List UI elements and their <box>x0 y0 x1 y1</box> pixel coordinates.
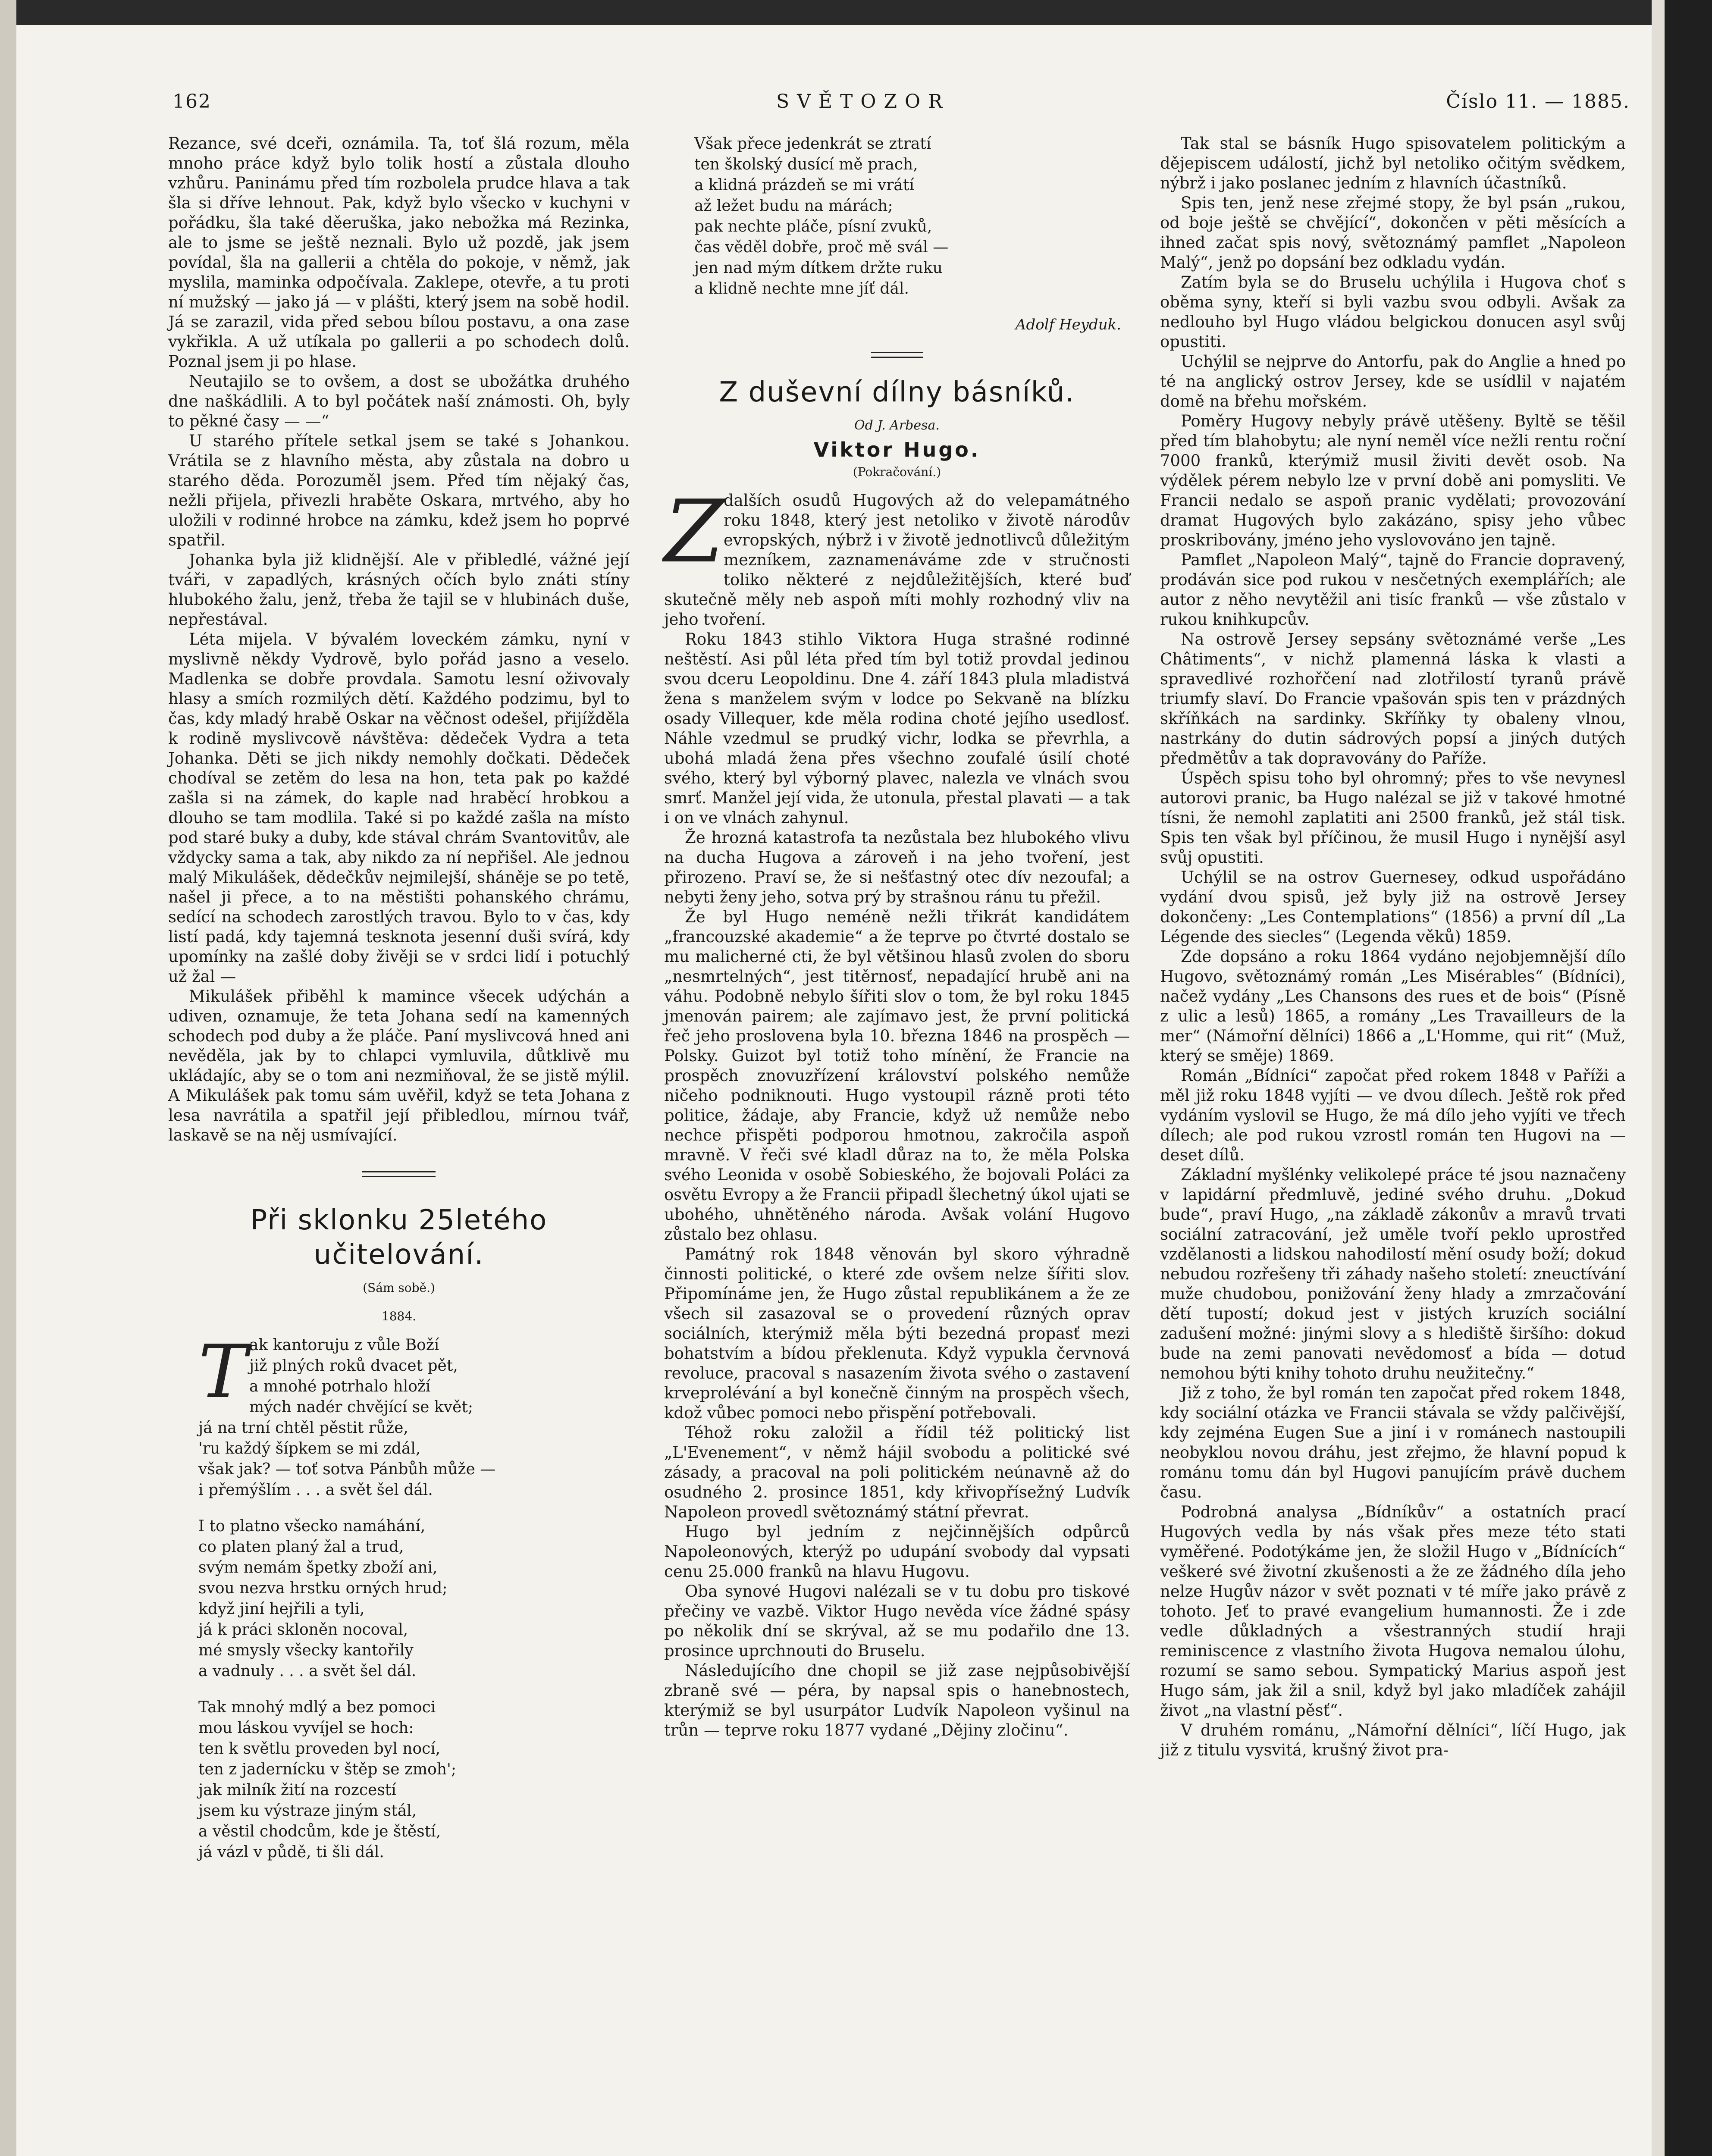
article-drop-cap: Z <box>664 482 724 582</box>
poem-line: mé smysly všecky kantořily <box>198 1642 414 1659</box>
article-paragraph: Tak stal se básník Hugo spisovatelem politickým a dějepiscem událostí, jichž byl netoliko očitým svědkem, nýbrž i jako poslanec jedním z hlavních účastníků. <box>1160 134 1626 192</box>
story-paragraph: Mikulášek přiběhl k mamince všecek udýchán a udiven, oznamuje, že teta Johana sedí na kamenných schodech pod duby a že pláče. Paní myslivcová hned ani nevěděla, jak by to chlapci vymluvila, důtklivě mu ukládajíc, aby se o tom ani nezmiňoval, že se jistě mýlil. A Mikulášek pak tomu sám uvěřil, když se teta Johana z lesa navrátila a spatřil její přibledlou, mírnou tvář, laskavě se na něj usmívající. <box>168 987 630 1144</box>
issue-number: Číslo 11. — 1885. <box>1446 91 1630 113</box>
article-paragraph: Že hrozná katastrofa ta nezůstala bez hlubokého vlivu na ducha Hugova a zároveň i na jeho tvoření, jest přirozeno. Praví se, že si nešťastný otec dív nezoufal; a nebyti ženy jeho, sotva prý by strašnou ránu tu přežil. <box>664 828 1130 906</box>
poem-line: a klidně nechte mne jíť dál. <box>694 280 909 298</box>
poem-dedication: (Sám sobě.) <box>363 1281 435 1295</box>
poem-line: mou láskou vyvíjel se hoch: <box>198 1719 414 1737</box>
story-paragraph: Neutajilo se to ovšem, a dost se ubožátka druhého dne naškádlili. A to byl počátek naší známosti. Oh, byly to pěkné časy — —“ <box>168 372 630 430</box>
article-title: Viktor Hugo. <box>813 438 981 461</box>
article-paragraph <box>664 482 1130 630</box>
poem-line: I to platno všecko namáhání, <box>198 1517 426 1535</box>
poem-line: ten školský dusící mě prach, <box>694 156 918 173</box>
article-paragraph: Úspěch spisu toho byl ohromný; přes to vše nevynesl autorovi pranic, ba Hugo nalézal se již v takové hmotné tísni, že nemohl zaplatiti ani 2500 franků, jež stál tisk. Spis ten však byl příčinou, že musil Hugo i nynější asyl svůj opustiti. <box>1160 769 1626 867</box>
poem-stanza <box>198 1516 630 1682</box>
poem-line: však jak? — toť sotva Pánbůh může — <box>198 1460 496 1478</box>
poem-line: pak nechte pláče, písní zvuků, <box>694 218 932 235</box>
poem-line: již plných roků dvacet pět, <box>249 1357 458 1375</box>
article-paragraph: Spis ten, jenž nese zřejmé stopy, že byl psán „rukou, od boje ještě se chvějící“, dokončen v pěti měsících a ihned začat spis nový, světoznámý pamflet „Napoleon Malý“, jenž po dopsání bez odkladu vydán. <box>1160 194 1626 272</box>
poem-title: Při sklonku 25letého učitelování. <box>250 1204 548 1271</box>
section-byline: Od J. Arbesa. <box>854 418 940 433</box>
poem-line: když jiní hejřili a tyli, <box>198 1600 365 1618</box>
poem-line: svým nemám špetky zboží ani, <box>198 1559 438 1576</box>
article-paragraph: Zatím byla se do Bruselu uchýlila i Hugova choť s oběma syny, kteří si byli vazbu svou odbyli. Avšak za nedlouho byl Hugo vládou belgickou donucen asyl svůj opustiti. <box>1160 273 1626 351</box>
page-number: 162 <box>172 91 211 113</box>
article-paragraph-text: dalších osudů Hugových až do velepamátného roku 1848, který jest netoliko v životě národův evropských, nýbrž i v životě jednotlivců důležitým mezníkem, zaznamenáváme zde v stručnosti toliko některé z nejdůležitějších, které buď skutečně měly neb aspoň míti mohly rozhodný vliv na jeho tvoření. <box>664 491 1130 629</box>
running-header <box>155 91 1630 121</box>
poem-line: i přemýšlím . . . a svět šel dál. <box>198 1481 433 1499</box>
poem-line: ten k světlu proveden byl nocí, <box>198 1740 441 1758</box>
article-paragraph: Pamflet „Napoleon Malý“, tajně do Francie dopravený, prodáván sice pod rukou v nesčetných exemplářích; ale autor z něho nevytěžil ani tisíc franků — vše zůstalo v rukou knihkupcův. <box>1160 551 1626 629</box>
poem-line: mých nadér chvějící se květ; <box>249 1398 473 1416</box>
poem-line: Však přece jedenkrát se ztratí <box>694 135 931 153</box>
poem-line: ten z jadernícku v štěp se zmoh'; <box>198 1761 457 1778</box>
poem-line: a klidná prázdeň se mi vrátí <box>694 176 914 194</box>
poem-author: Adolf Heyduk. <box>1015 316 1121 333</box>
article-paragraph: Následujícího dne chopil se již zase nejpůsobivější zbraně své — péra, by napsal spis o hanebnostech, kterýmiž se byl usurpátor Ludvík Napoleon vyšinul na trůn — teprve roku 1877 vydané „Dějiny zločinu“. <box>664 1661 1130 1739</box>
page-right-margin <box>1652 0 1665 2156</box>
poem-line: já k práci skloněn nocoval, <box>198 1621 408 1639</box>
article-paragraph: Uchýlil se na ostrov Guernesey, odkud uspořádáno vydání dvou spisů, jež byly již na ostrově Jersey dokončeny: „Les Contemplations“ (1856) a první díl „La Légende des siecles“ (Legenda věků) 1859. <box>1160 868 1626 946</box>
scan-left-edge <box>0 0 16 2156</box>
article-paragraph: Oba synové Hugovi nalézali se v tu dobu pro tiskové přečiny ve vazbě. Viktor Hugo nevěda více žádné spásy po několik dní se skrýval, až se mu podařilo dne 13. prosince uprchnouti do Bruselu. <box>664 1582 1130 1660</box>
article-paragraph: Hugo byl jedním z nejčinnějších odpůrců Napoleonových, kterýž po udupání svobody dal vypsati cenu 25.000 franků na hlavu Hugovu. <box>664 1523 1130 1581</box>
column-middle <box>664 134 1130 1740</box>
section-divider <box>871 352 923 358</box>
poem-line: co platen planý žal a trud, <box>198 1538 404 1556</box>
magazine-page <box>155 65 1630 2156</box>
poem-stanza <box>694 134 1130 299</box>
story-paragraph: Rezance, své dceři, oznámila. Ta, toť šlá rozum, měla mnoho práce když bylo tolik hostí a zůstala dlouho vzhůru. Paninámu před tím rozbolela prudce hlava a tak šla si dříve lehnout. Pak, když bylo všecko v kuchyni v pořádku, šla také děeruška, jako nebožka má Rezinka, ale to jsme se ještě neznali. Bylo už pozdě, jak jsem povídal, šla na gallerii a chtěla do pokoje, v němž, jak myslila, maminka odpočívala. Zaklepe, otevře, a tu proti ní mužský — jako já — v plášti, který jsem na sobě hodil. Já se zarazil, vida před sebou bílou postavu, a ona zase vykřikla. A už utíkala po gallerii a po schodech dolů. Poznal jsem ji po hlase. <box>168 134 630 371</box>
article-note: (Pokračování.) <box>853 465 941 479</box>
article-paragraph: Památný rok 1848 věnován byl skoro výhradně činnosti politické, o které zde ovšem nelze šířiti slov. Připomínáme jen, že Hugo zůstal republikánem a že ze všech sil zasazoval se o provedení různých oprav sociálních, kterýmiž měla býti bezedná propasť mezi bohatstvím a bídou překlenuta. Když vypukla červnová revoluce, pracoval s nasazením života svého o zastavení krveprolévání a byl konečně činným na prospěch všech, kdož vůbec pomoci nebo přispění potřebovali. <box>664 1245 1130 1422</box>
scan-right-shadow <box>1665 0 1712 2156</box>
article-paragraph: Téhož roku založil a řídil též politický list „L'Evenement“, v němž hájil svobodu a politické své zásady, a pracoval na poli politickém neúnavně až do osudného 2. prosince 1851, kdy křivopřísežný Ludvík Napoleon provedl světoznámý státní převrat. <box>664 1423 1130 1521</box>
poem-line: svou nezva hrstku orných hrud; <box>198 1579 448 1597</box>
article-paragraph: Podrobná analysa „Bídníkův“ a ostatních prací Hugových vedla by nás však přes meze této stati vyměřené. Podotýkáme jen, že složil Hugo v „Bídnících“ veškeré své životní zkušenosti a že ze žádného díla jeho nelze Hugův názor v svět poznati v té míře jako právě z tohoto. Jeť to pravé evangelium humannosti. Že i zde vedle důkladných a všestranných studií hraji reminiscence z vlastního života Hugova nemalou úlohu, rozumí se samo sebou. Sympatický Marius aspoň jest Hugo sám, jak žil a snil, když byl jako mladíček zahájil život „na vlastní pěsť“. <box>1160 1503 1626 1720</box>
article-paragraph: Román „Bídníci“ započat před rokem 1848 v Paříži a měl již roku 1848 vyjíti — ve dvou dílech. Ještě rok před vydáním vyslovil se Hugo, že má dílo jeho vyjíti ve třech dílech; ale pod rukou vzrostl román ten Hugovi na — deset dílů. <box>1160 1066 1626 1164</box>
poem-stanza <box>198 1697 630 1863</box>
poem-line: až ležet budu na márách; <box>694 197 893 215</box>
poem-line: a mnohé potrhalo hloží <box>249 1378 431 1395</box>
poem-line: jsem ku výstraze jiným stál, <box>198 1802 417 1820</box>
scan-top-band <box>0 0 1712 25</box>
poem-line: čas věděl dobře, proč mě svál — <box>694 238 949 256</box>
poem-drop-cap: T <box>198 1329 248 1415</box>
poem-continuation <box>694 134 1130 299</box>
poem-line: já vázl v půdě, ti šli dál. <box>198 1843 384 1861</box>
story-paragraph: U starého přítele setkal jsem se také s Johankou. Vrátila se z hlavního města, aby zůstala na dobro u starého děda. Porozuměl jsem. Před tím nějaký čas, nežli přijela, přivezli hraběte Oskara, mrtvého, aby ho uložili v rodinné hrobce na zámku, kdež jsem ho poprvé spatřil. <box>168 432 630 549</box>
poem-line: jen nad mým dítkem držte ruku <box>694 259 943 277</box>
article-paragraph: Zde dopsáno a roku 1864 vydáno nejobjemnější dílo Hugovo, světoznámý román „Les Misérables“ (Bídníci), načež vydány „Les Chansons des rues et de bois“ (Písně z ulic a lesů) 1865, a romány „Les Travailleurs de la mer“ (Námořní dělníci) 1866 a „L'Homme, qui rit“ (Muž, který se směje) 1869. <box>1160 947 1626 1065</box>
poem-line: Tak mnohý mdlý a bez pomoci <box>198 1698 436 1716</box>
section-divider <box>362 1171 436 1177</box>
poem-line: 'ru každý šípkem se mi zdál, <box>198 1440 421 1457</box>
article-paragraph: Poměry Hugovy nebyly právě utěšeny. Byltě se těšil před tím blahobytu; ale nyní neměl více nežli rentu roční 7000 franků, kterýmiž musil živiti devět osob. Na výdělek pérem nebylo lze v první době ani pomysliti. Ve Francii nedalo se aspoň pranic vydělati; provozování dramat Hugových bylo zakázáno, spisy jeho vůbec proskribovány, jméno jeho vyslovováno jen tajně. <box>1160 412 1626 549</box>
story-paragraph: Léta mijela. V bývalém loveckém zámku, nyní v myslivně někdy Vydrově, bylo pořád jasno a veselo. Madlenka se dobře provdala. Samotu lesní oživovaly hlasy a smích rozmilých dětí. Každého podzimu, byl to čas, kdy mladý hrabě Oskar na věčnost odešel, přijížděla k rodině myslivcově návštěva: dědeček Vydra a teta Johanka. Děti se jich nikdy nemohly dočkati. Dědeček chodíval se zetěm do lesa na hon, teta pak po každé zašla si na zámek, do kaple nad hraběcí hrobkou a dlouho se tam modlila. Také si po každé zašla na místo pod staré buky a duby, kde stával chrám Svantovitův, ale vždycky sama a tak, aby nikdo za ní nepřišel. Ale jednou malý Mikulášek, dědečkův nejmilejší, sháněje se po tetě, našel ji přece, a to na městišti pohanského chrámu, sedící na schodech zarostlých travou. Bylo to v čas, kdy listí padá, kdy tajemná tesknota jesenní duši svírá, kdy upomínky na zašlé doby živěji se v srdci lidí i potuchlý už žal — <box>168 630 630 986</box>
section-title: Z duševní dílny básníků. <box>719 376 1075 408</box>
article-paragraph: Roku 1843 stihlo Viktora Huga strašné rodinné neštěstí. Asi půl léta před tím byl totiž provdal jedinou svou dceru Leopoldinu. Dne 4. září 1843 plula mladistvá žena s manželem svým v lodce po Sekvaně na blízku osady Villequer, kde měla rodina choté jejího usedlosť. Náhle vzedmul se prudký vichr, lodka se převrhla, a ubohá mladá žena přes všechno zoufalé úsilí choté svého, který byl výborný plavec, nalezla ve vlnách svou smrť. Manžel její vida, že utonula, přestal plavati — a tak i on ve vlnách zahynul. <box>664 630 1130 827</box>
article-paragraph: Na ostrově Jersey sepsány světoznámé verše „Les Châtiments“, v nichž plamenná láska k vlasti a spravedlivé rozhořčení nad zlotřilostí tyranů právě triumfy slaví. Do Francie vpašován spis ten v prázdných skříňkách na sardinky. Skříňky ty obaleny vlnou, nastrkány do dutin sádrových popsí a jiných dutých předmětův a tak dopravovány do Paříže. <box>1160 630 1626 768</box>
article-paragraph: Již z toho, že byl román ten započat před rokem 1848, kdy sociální otázka ve Francii stávala se vždy palčivější, kdy zejména Eugen Sue a jiní i v románech nastoupili neobyklou novou dráhu, jest zřejmo, že hlavní popud k románu tomu dán byl Hugovi panujícím právě duchem času. <box>1160 1384 1626 1501</box>
poem-line: já na trní chtěl pěstit růže, <box>198 1419 408 1437</box>
poem-line: a věstil chodcům, kde je štěstí, <box>198 1823 441 1840</box>
story-paragraph: Johanka byla již klidnější. Ale v přibledlé, vážné její tváři, v zapadlých, krásných očích bylo znáti stíny hlubokého žalu, jenž, třeba že tajil se v hlubinách duše, nepřestával. <box>168 551 630 629</box>
poem-line: ak kantoruju z vůle Boží <box>249 1336 439 1354</box>
magazine-title: SVĚTOZOR <box>776 91 950 113</box>
column-right <box>1160 134 1626 1760</box>
article-paragraph: Že byl Hugo neméně nežli třikrát kandidátem „francouzské akademie“ a že teprve po čtvrté dostalo se mu malicherné cti, že byl většinou hlasů zvolen do sboru „nesmrtelných“, jest titěrnosť, nepadající hrubě ani na váhu. Podobně nebylo šířiti slov o tom, že byl roku 1845 jmenován pairem; ale zajímavo jest, že první politická řeč jeho proslovena byla 10. března 1846 na prospěch — Polsky. Guizot byl totiž toho mínění, že Francie na prospěch znovuzřízení království polského nemůže ničeho podniknouti. Hugo vystoupil rázně proti této politice, žádaje, aby Francie, když už nemůže nebo nechce přispěti podporou hmotnou, zakročila aspoň mravně. V řeči své kladl důraz na to, že měla Polska svého Leonida v osobě Sobieského, že bojovali Poláci za osvětu Evropy a že Francii připadl šlechetný úkol ujati se ubohého, uhnětěného národa. Avšak volání Hugovo zůstalo bez ohlasu. <box>664 908 1130 1244</box>
poem-body <box>198 1329 630 1863</box>
article-paragraph: Základní myšlénky velikolepé práce té jsou naznačeny v lapidární předmluvě, jediné svého druhu. „Dokud bude“, praví Hugo, „na základě zákonův a mravů trvati sociální zatracování, jež uměle tvoří peklo uprostřed vzdělanosti a lidskou nahodilostí mění osudy boží; dokud nebudou rozřešeny tři záhady našeho století: zneuctívání muže chudobou, ponižování ženy hlady a zmrzačování dětí tupostí; dokud jest v jistých kruzích sociální zadušení možné: jinými slovy a s hlediště širšího: dokud bude na zemi panovati nevědomosť a bída — dotud nemohou býti knihy tohoto druhu neužitečny.“ <box>1160 1166 1626 1382</box>
poem-line: jak milník žití na rozcestí <box>198 1781 396 1799</box>
column-left <box>168 134 630 1878</box>
article-paragraph: Uchýlil se nejprve do Antorfu, pak do Anglie a hned po té na anglický ostrov Jersey, kde se usídlil v najatém domě na břehu mořském. <box>1160 352 1626 411</box>
poem-year: 1884. <box>381 1309 417 1323</box>
article-paragraph: V druhém románu, „Námořní dělníci“, líčí Hugo, jak již z titulu vysvitá, krušný život pra- <box>1160 1721 1626 1759</box>
poem-line: a vadnuly . . . a svět šel dál. <box>198 1662 417 1680</box>
poem-stanza <box>198 1329 630 1501</box>
